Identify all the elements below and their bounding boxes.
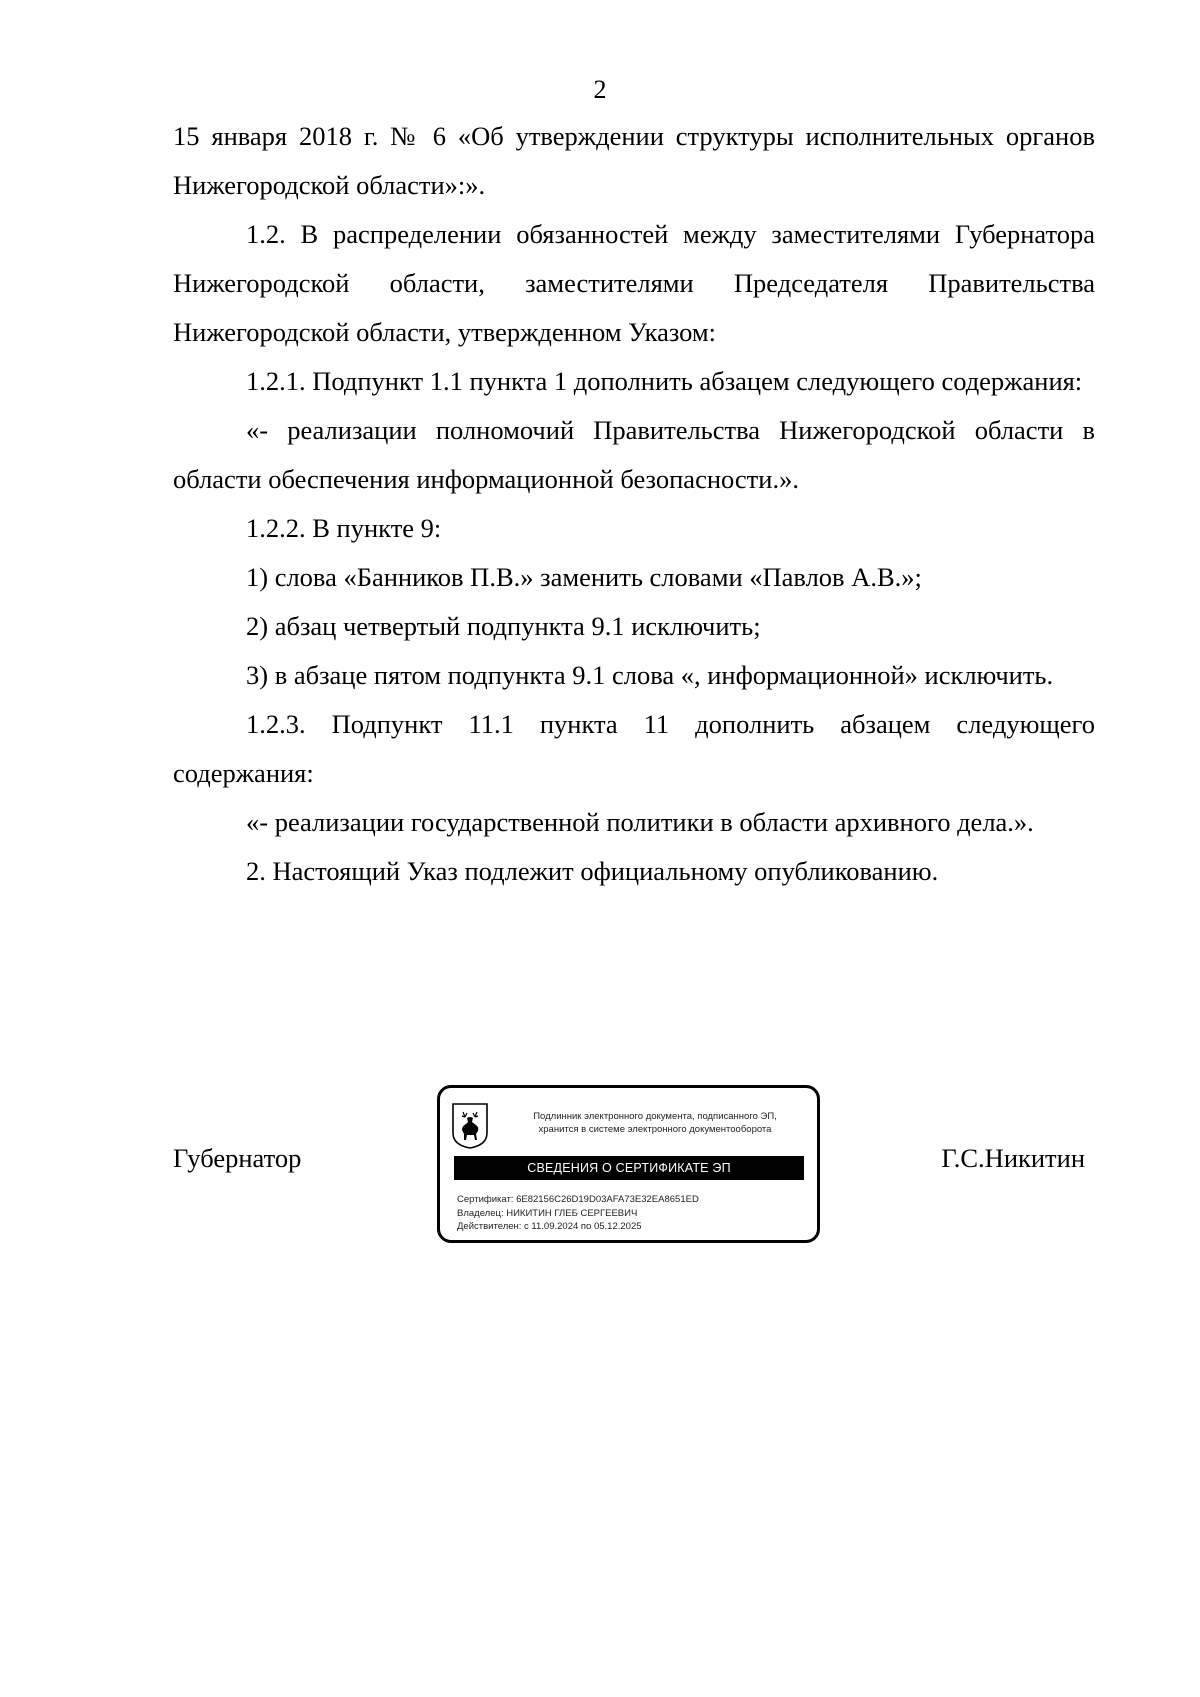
paragraph-1-2-2-item-1: 1) слова «Банников П.В.» заменить словами «Павлов А.В.»; — [246, 562, 922, 592]
page-number: 2 — [593, 75, 607, 104]
signer-name: Г.С.Никитин — [941, 1143, 1085, 1173]
certificate-validity: Действителен: с 11.09.2024 по 05.12.2025 — [457, 1221, 642, 1232]
certificate-details — [457, 1193, 807, 1234]
signer-position: Губернатор — [173, 1143, 302, 1173]
certificate-owner: Владелец: НИКИТИН ГЛЕБ СЕРГЕЕВИЧ — [457, 1207, 638, 1219]
paragraph-1-2-2: 1.2.2. В пункте 9: — [246, 513, 442, 543]
certificate-id: Сертификат: 6E82156C26D19D03AFA73E32EA8651ED — [457, 1194, 699, 1205]
paragraph-1-2-3: 1.2.3. Подпункт 11.1 пункта 11 дополнить абзацем следующего содержания: — [173, 709, 1095, 788]
electronic-signature-stamp — [437, 1085, 820, 1243]
stamp-note-line-1: Подлинник электронного документа, подписанного ЭП, — [533, 1111, 777, 1122]
stamp-header: СВЕДЕНИЯ О СЕРТИФИКАТЕ ЭП — [454, 1156, 804, 1180]
paragraph-1-2-1: 1.2.1. Подпункт 1.1 пункта 1 дополнить абзацем следующего содержания: — [246, 366, 1083, 396]
paragraph-1-2-1-quote: «- реализации полномочий Правительства Нижегородской области в области обеспечения информационной безопасности.». — [173, 415, 1095, 494]
stamp-note — [500, 1110, 810, 1136]
deer-emblem-icon — [452, 1103, 488, 1149]
document-body — [173, 112, 1095, 896]
paragraph-1-2: 1.2. В распределении обязанностей между заместителями Губернатора Нижегородской области, заместителями Председателя Правительства Нижегородской области, утвержденном Указом: — [173, 219, 1095, 347]
paragraph-1-2-2-item-2: 2) абзац четвертый подпункта 9.1 исключить; — [246, 611, 761, 641]
paragraph-1-2-2-item-3: 3) в абзаце пятом подпункта 9.1 слова «, информационной» исключить. — [246, 660, 1054, 690]
paragraph-continuation: 15 января 2018 г. № 6 «Об утверждении структуры исполнительных органов Нижегородской области»:». — [173, 121, 1095, 200]
stamp-note-line-2: хранится в системе электронного документооборота — [538, 1124, 772, 1135]
paragraph-2: 2. Настоящий Указ подлежит официальному опубликованию. — [246, 856, 939, 886]
paragraph-1-2-3-quote: «- реализации государственной политики в области архивного дела.». — [246, 807, 1034, 837]
